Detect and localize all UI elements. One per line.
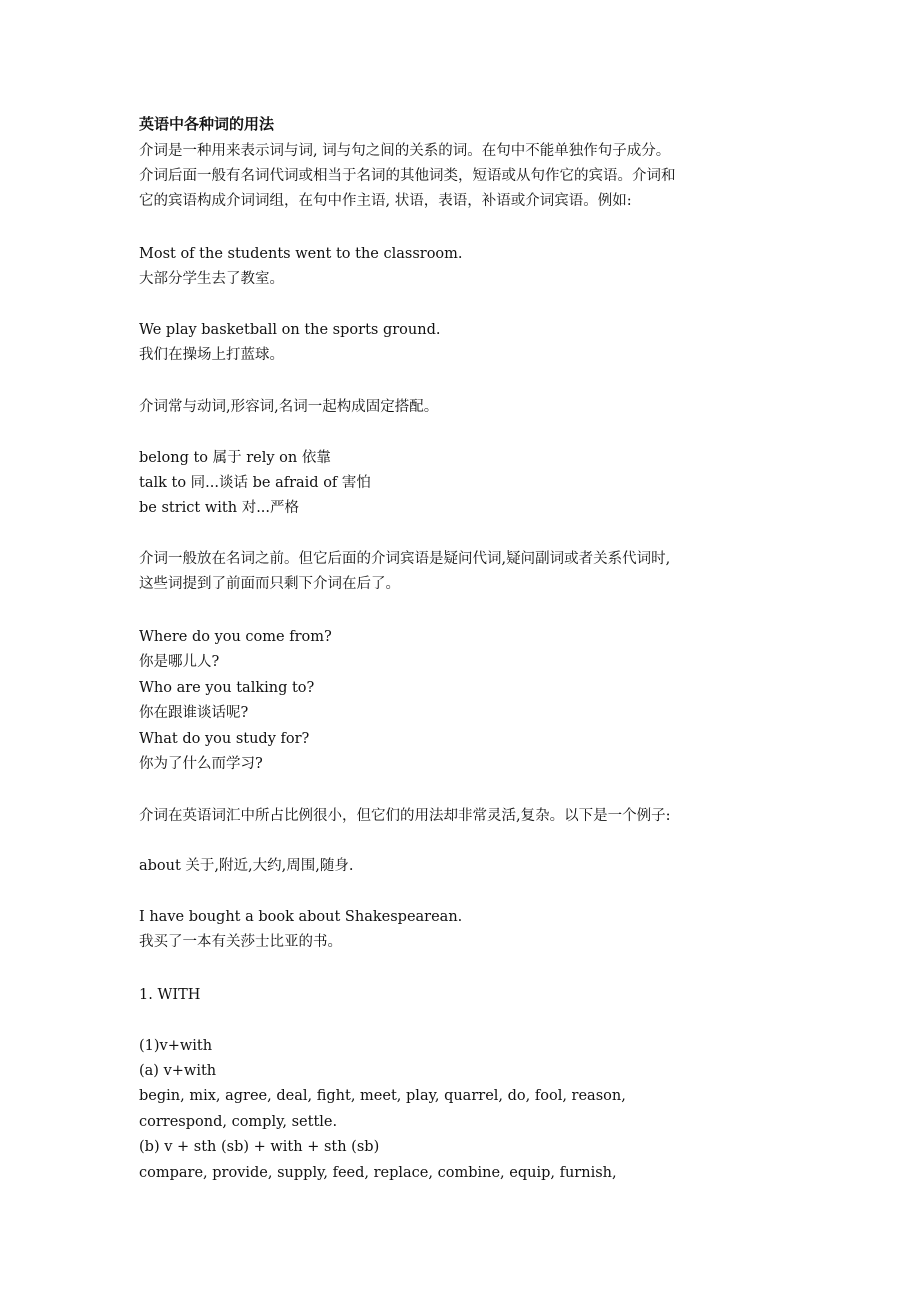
with-line-6: compare, provide, supply, feed, replace, combine, equip, furnish, (139, 1165, 617, 1181)
position-note-line-1: 介词一般放在名词之前。但它后面的介词宾语是疑问代词,疑问副词或者关系代词时, (139, 551, 671, 567)
with-line-5: (b) v + sth (sb) + with + sth (sb) (139, 1139, 380, 1155)
question-2-chinese: 你在跟谁谈话呢? (139, 705, 249, 721)
usage-note: 介词在英语词汇中所占比例很小，但它们的用法却非常灵活,复杂。以下是一个例子: (139, 808, 671, 824)
with-line-1: (1)v+with (139, 1038, 213, 1054)
section-heading-with: 1. WITH (139, 987, 201, 1003)
example-3-english: I have bought a book about Shakespearean. (139, 909, 463, 925)
question-2-english: Who are you talking to? (139, 680, 315, 696)
example-3-chinese: 我买了一本有关莎士比亚的书。 (139, 934, 342, 950)
collocation-note: 介词常与动词,形容词,名词一起构成固定搭配。 (139, 399, 439, 415)
intro-line-3: 它的宾语构成介词词组，在句中作主语, 状语，表语，补语或介词宾语。例如: (139, 193, 632, 209)
example-2-english: We play basketball on the sports ground. (139, 322, 441, 338)
question-1-chinese: 你是哪儿人? (139, 654, 220, 670)
question-3-english: What do you study for? (139, 731, 310, 747)
collocation-line-1: belong to 属于 rely on 依靠 (139, 450, 331, 466)
document-title: 英语中各种词的用法 (139, 115, 275, 133)
about-definition: about 关于,附近,大约,周围,随身. (139, 858, 354, 874)
intro-line-1: 介词是一种用来表示词与词, 词与句之间的关系的词。在句中不能单独作句子成分。 (139, 143, 671, 159)
example-1-english: Most of the students went to the classroom. (139, 246, 463, 262)
question-3-chinese: 你为了什么而学习? (139, 756, 263, 772)
intro-line-2: 介词后面一般有名词代词或相当于名词的其他词类，短语或从句作它的宾语。介词和 (139, 168, 676, 184)
with-line-2: (a) v+with (139, 1063, 217, 1079)
with-line-4: correspond, comply, settle. (139, 1114, 338, 1130)
question-1-english: Where do you come from? (139, 629, 332, 645)
collocation-line-2: talk to 同...谈话 be afraid of 害怕 (139, 475, 371, 491)
with-line-3: begin, mix, agree, deal, fight, meet, play, quarrel, do, fool, reason, (139, 1088, 626, 1104)
position-note-line-2: 这些词提到了前面而只剩下介词在后了。 (139, 576, 400, 592)
example-2-chinese: 我们在操场上打蓝球。 (139, 347, 284, 363)
example-1-chinese: 大部分学生去了教室。 (139, 271, 284, 287)
collocation-line-3: be strict with 对...严格 (139, 500, 300, 516)
